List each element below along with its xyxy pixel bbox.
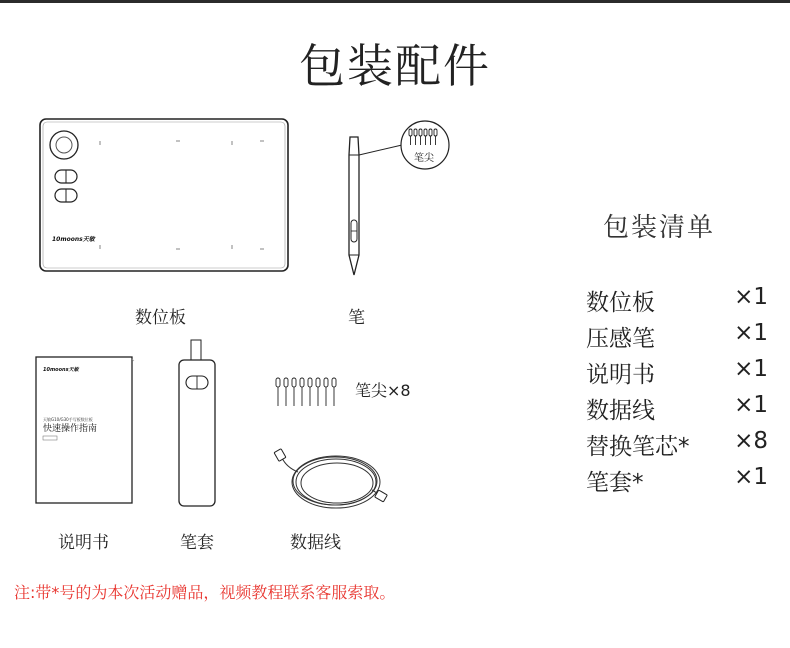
list-item-qty: ×1 bbox=[734, 284, 768, 310]
caption-nibs: 笔尖×8 bbox=[355, 381, 411, 400]
list-item-name: 说明书 bbox=[586, 362, 655, 388]
list-item-name: 笔套* bbox=[586, 470, 644, 496]
top-divider bbox=[0, 0, 790, 3]
list-item-qty: ×1 bbox=[734, 320, 768, 346]
list-item-name: 替换笔芯* bbox=[586, 434, 690, 460]
nibs-image bbox=[270, 374, 350, 410]
pen-image bbox=[330, 115, 460, 280]
cable-image bbox=[268, 440, 388, 520]
list-item bbox=[586, 428, 768, 462]
list-item bbox=[586, 464, 768, 498]
manual-heading-text: 快速操作指南 bbox=[43, 424, 98, 434]
gift-note: 注:带*号的为本次活动赠品，视频教程联系客服索取。 bbox=[14, 583, 396, 602]
list-item-name: 数位板 bbox=[586, 290, 655, 316]
caption-sleeve: 笔套 bbox=[180, 533, 214, 553]
manual-brand-text: 10moons天敏 bbox=[43, 367, 79, 373]
manual-small-text: 天敏G10/G30手写板数位板 bbox=[43, 417, 93, 422]
page-title: 包装配件 bbox=[299, 39, 491, 93]
packing-list-title: 包装清单 bbox=[603, 213, 716, 243]
tablet-image bbox=[36, 115, 292, 275]
list-item-qty: ×1 bbox=[734, 464, 768, 490]
list-item-name: 压感笔 bbox=[586, 326, 655, 352]
tablet-brand-text: 10moons天敏 bbox=[52, 236, 95, 243]
list-item-name: 数据线 bbox=[586, 398, 655, 424]
manual-image bbox=[34, 355, 136, 507]
list-item bbox=[586, 392, 768, 426]
caption-cable: 数据线 bbox=[290, 533, 341, 553]
caption-tablet: 数位板 bbox=[135, 308, 186, 328]
list-item bbox=[586, 356, 768, 390]
list-item-qty: ×8 bbox=[734, 428, 768, 454]
caption-manual: 说明书 bbox=[58, 533, 109, 553]
list-item bbox=[586, 284, 768, 318]
pen-sleeve-image bbox=[175, 338, 221, 510]
list-item bbox=[586, 320, 768, 354]
caption-pen: 笔 bbox=[348, 308, 365, 328]
pen-nib-callout-label: 笔尖 bbox=[414, 153, 434, 164]
list-item-qty: ×1 bbox=[734, 356, 768, 382]
list-item-qty: ×1 bbox=[734, 392, 768, 418]
